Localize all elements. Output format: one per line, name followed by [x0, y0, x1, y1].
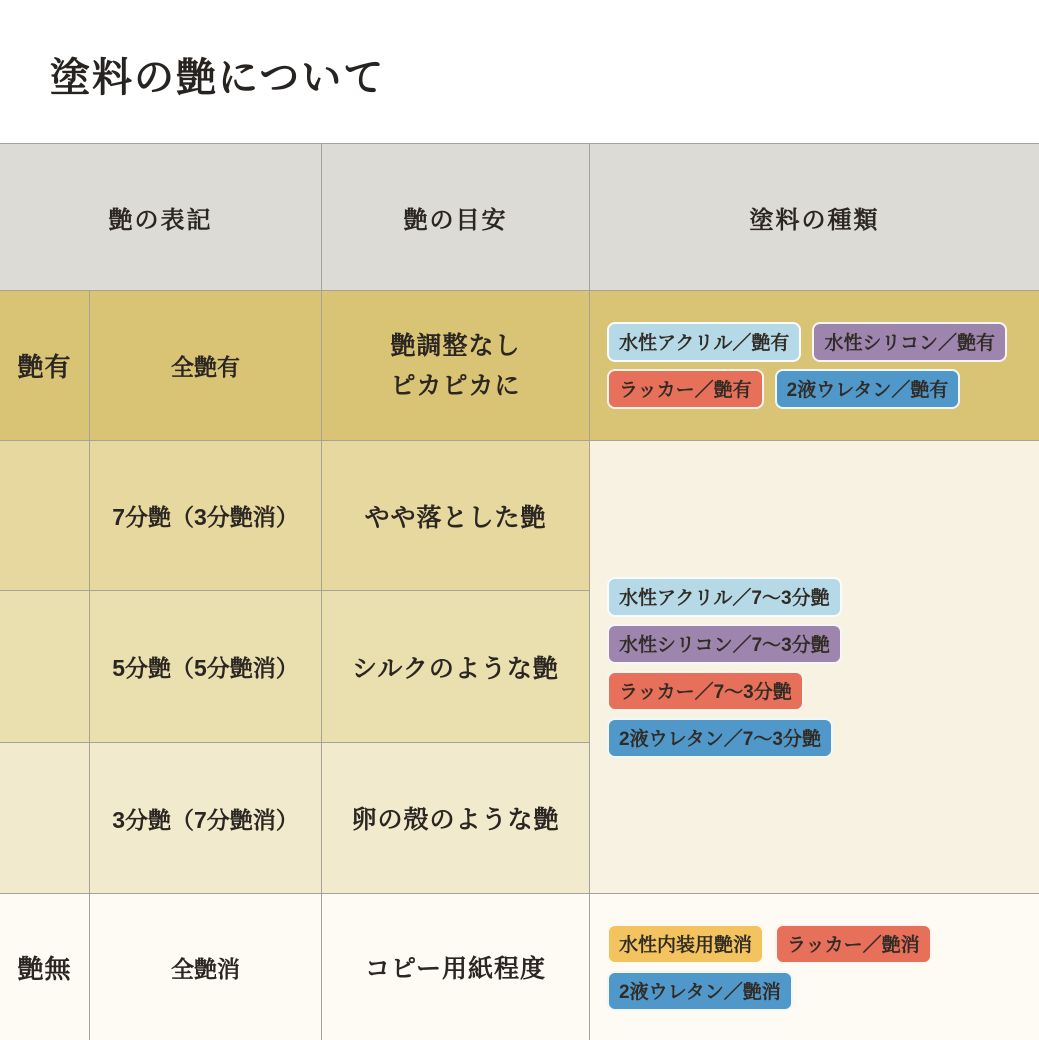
- badge-urethane-matte: 2液ウレタン／艶消: [607, 971, 793, 1011]
- guide-line-1: 艶調整なし: [390, 331, 521, 360]
- badge-water-acrylic-gloss: 水性アクリル／艶有: [607, 322, 801, 362]
- cell-notation-5bu: 5分艶（5分艶消）: [90, 591, 322, 743]
- header-cell-paint-types: 塗料の種類: [590, 144, 1039, 291]
- cell-paint-types-half-gloss: [590, 441, 1039, 894]
- cell-guide-3bu: 卵の殻のような艶: [322, 743, 590, 894]
- cell-guide-5bu: シルクのような艶: [322, 591, 590, 743]
- badge-water-interior-matte: 水性内装用艶消: [607, 924, 764, 964]
- badge-row: [607, 322, 1007, 362]
- badge-urethane-gloss: 2液ウレタン／艶有: [775, 369, 961, 409]
- cell-guide-7bu: やや落とした艶: [322, 441, 590, 591]
- badge-water-acrylic-half: 水性アクリル／7～3分艶: [607, 577, 842, 617]
- badge-urethane-half: 2液ウレタン／7～3分艶: [607, 718, 833, 758]
- badge-row: [607, 924, 932, 964]
- page-title: 塗料の艶について: [50, 56, 386, 100]
- cell-empty: [0, 441, 90, 591]
- cell-empty: [0, 591, 90, 743]
- cell-empty: [0, 743, 90, 894]
- cell-category-matte: 艶無: [0, 894, 90, 1040]
- gloss-table: [0, 143, 1039, 1039]
- badge-water-silicone-half: 水性シリコン／7～3分艶: [607, 624, 842, 664]
- header-cell-notation: 艶の表記: [0, 144, 322, 291]
- cell-category-gloss: 艶有: [0, 291, 90, 441]
- badge-row: [607, 971, 793, 1011]
- header-cell-guide: 艶の目安: [322, 144, 590, 291]
- badge-water-silicone-gloss: 水性シリコン／艶有: [812, 322, 1007, 362]
- badge-row: [607, 369, 960, 409]
- guide-text: [390, 326, 520, 406]
- cell-notation-3bu: 3分艶（7分艶消）: [90, 743, 322, 894]
- cell-notation-full-matte: 全艶消: [90, 894, 322, 1040]
- badge-lacquer-matte: ラッカー／艶消: [775, 924, 932, 964]
- cell-notation-full-gloss: 全艶有: [90, 291, 322, 441]
- cell-guide-full-gloss: [322, 291, 590, 441]
- badge-lacquer-gloss: ラッカー／艶有: [607, 369, 764, 409]
- badge-lacquer-half: ラッカー／7～3分艶: [607, 671, 804, 711]
- cell-paint-types-matte: [590, 894, 1039, 1040]
- guide-line-2: ピカピカに: [390, 371, 521, 400]
- cell-guide-full-matte: コピー用紙程度: [322, 894, 590, 1040]
- cell-notation-7bu: 7分艶（3分艶消）: [90, 441, 322, 591]
- cell-paint-types-gloss: [590, 291, 1039, 441]
